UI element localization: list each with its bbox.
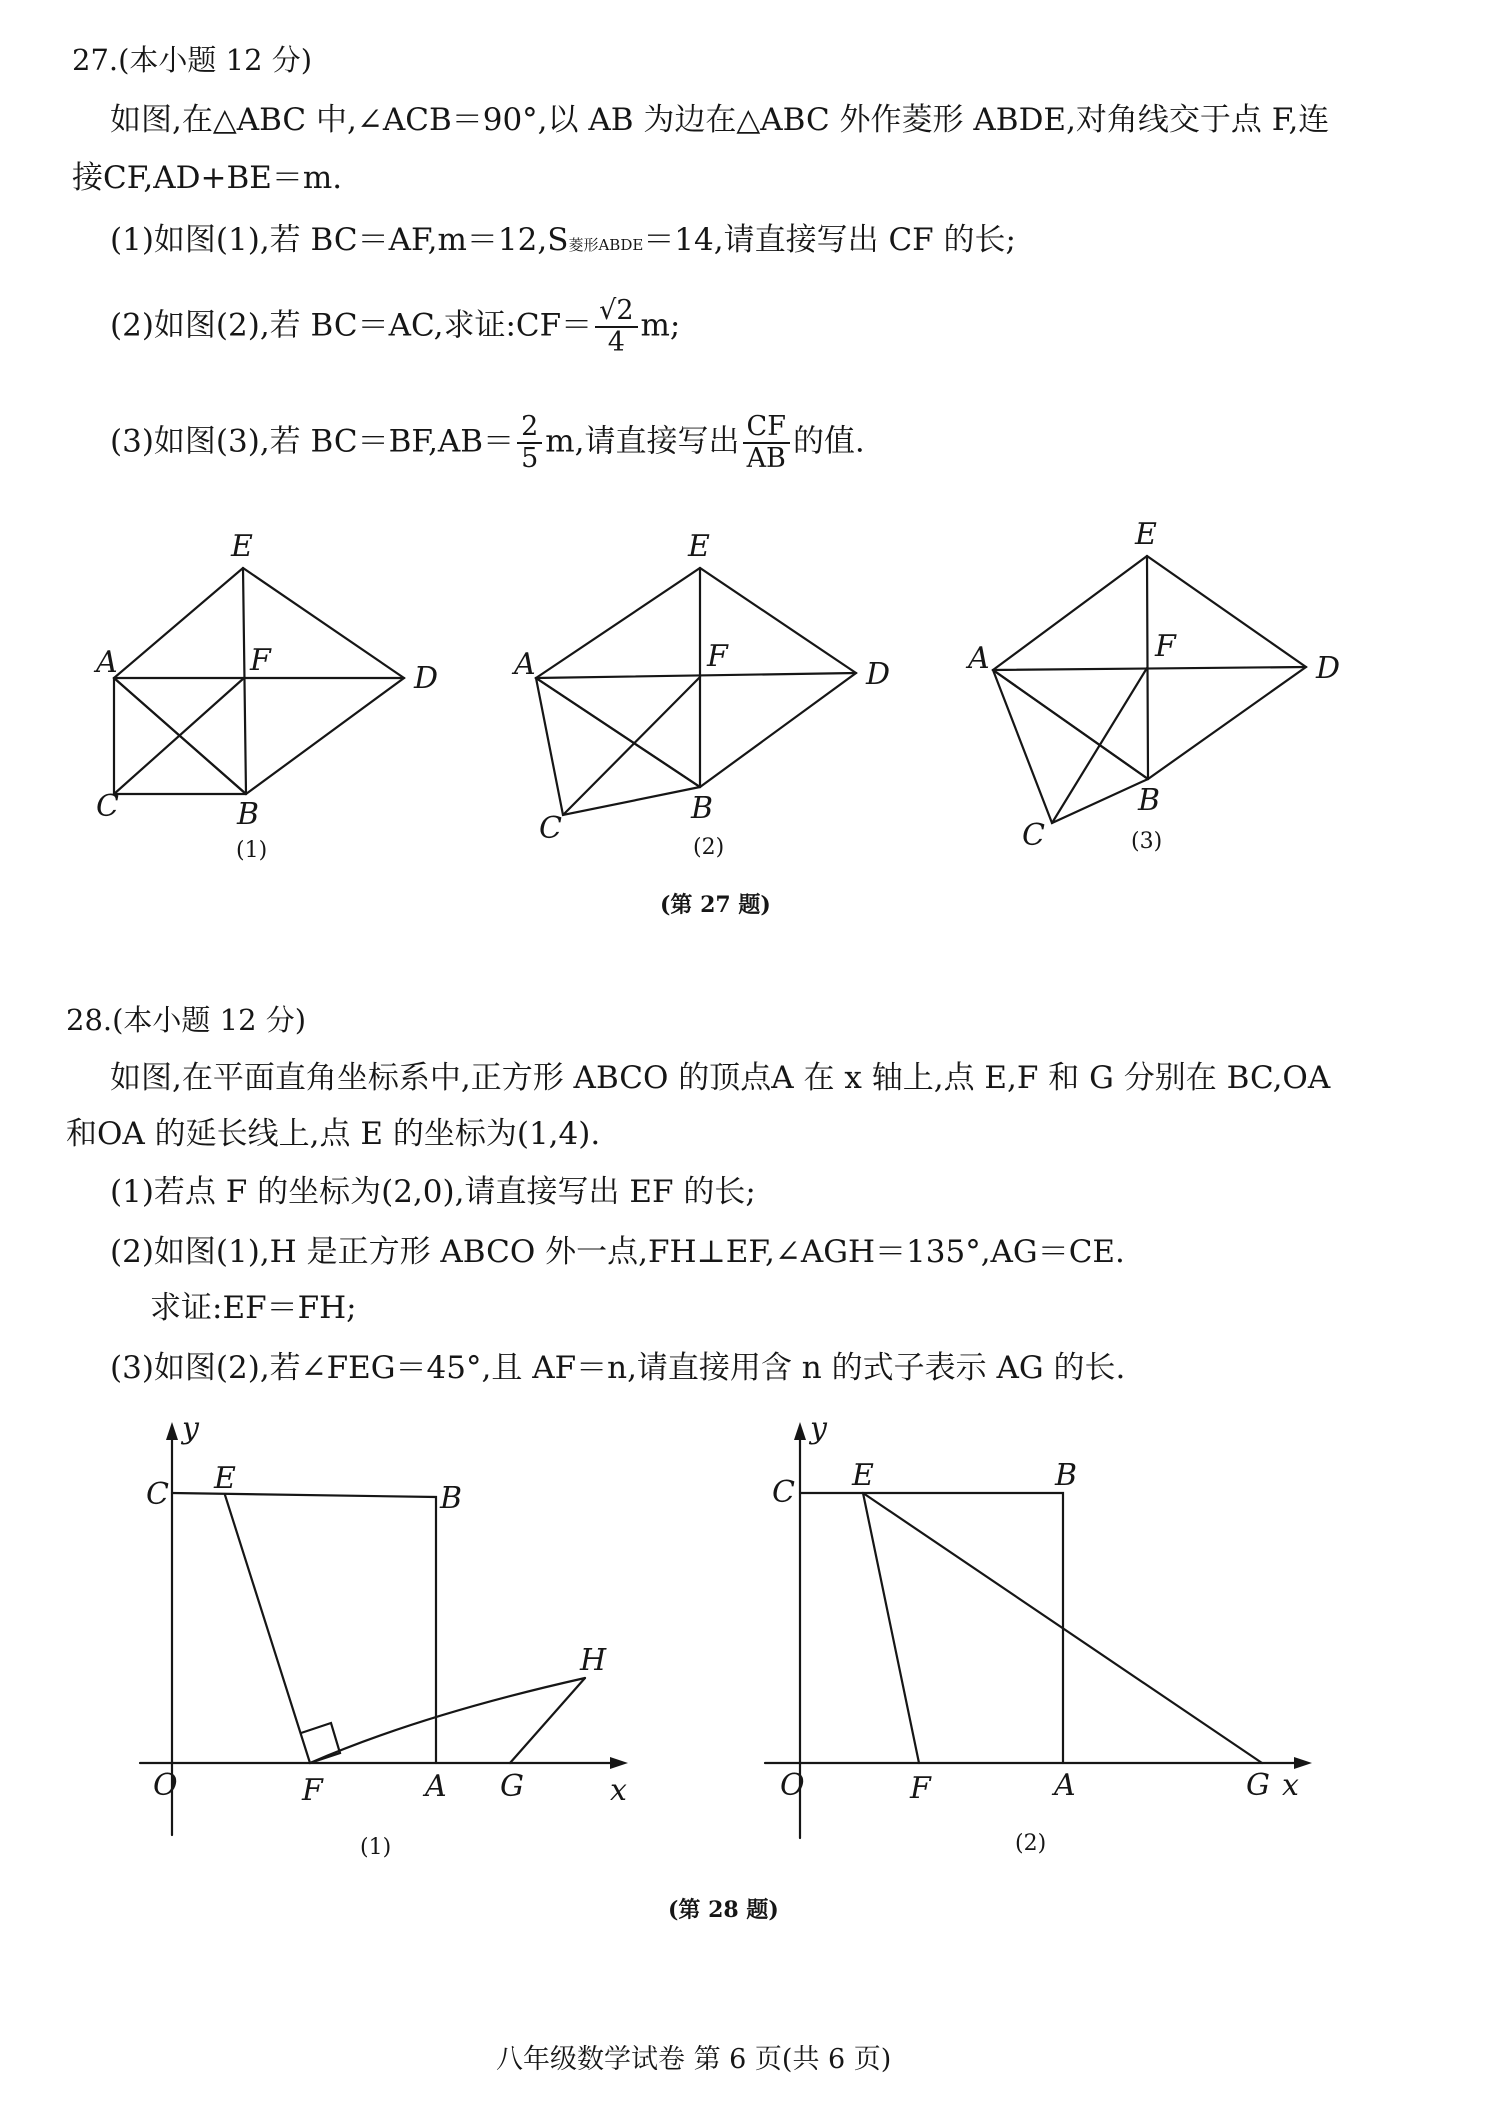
fraction-denominator: 5 xyxy=(521,443,539,474)
q27-f3-label-D: D xyxy=(1316,651,1341,686)
q27-f1-label-B: B xyxy=(237,797,260,832)
q28-f2-caption: (2) xyxy=(1015,1831,1047,1856)
q28-f1-label-A: A xyxy=(425,1769,447,1804)
q27-part3-middle: m,请直接写出 xyxy=(545,423,740,460)
q27-f3-label-C: C xyxy=(1022,818,1045,853)
q28-f1-label-F: F xyxy=(302,1773,323,1808)
q28-figure-1-lines xyxy=(140,1430,620,1835)
q28-f2-label-y: y xyxy=(810,1411,827,1446)
q28-f2-label-O: O xyxy=(780,1768,805,1803)
q28-intro-line2: 和OA 的延长线上,点 E 的坐标为(1,4). xyxy=(66,1116,601,1152)
q27-f2-caption: (2) xyxy=(693,835,725,860)
q28-f1-label-B: B xyxy=(440,1481,463,1516)
x-axis-arrow-icon xyxy=(610,1757,628,1769)
q28-f2-label-G: G xyxy=(1246,1768,1270,1803)
q28-part2-proof: 求证:EF＝FH; xyxy=(150,1290,357,1326)
q28-figure-2-lines xyxy=(765,1430,1305,1838)
q27-f2-label-C: C xyxy=(539,811,562,846)
q27-f2-label-F: F xyxy=(707,639,728,674)
q28-f2-label-A: A xyxy=(1054,1768,1076,1803)
q27-figure-1-lines xyxy=(114,568,404,794)
page-footer: 八年级数学试卷 第 6 页(共 6 页) xyxy=(496,2044,892,2075)
q27-header: 27.(本小题 12 分) xyxy=(72,43,313,77)
q28-f1-label-O: O xyxy=(153,1768,178,1803)
q27-f2-label-B: B xyxy=(691,791,714,826)
q28-f1-label-H: H xyxy=(580,1643,607,1678)
q28-f1-caption: (1) xyxy=(360,1835,392,1860)
fraction-numerator: CF xyxy=(743,412,790,444)
q28-f2-label-F: F xyxy=(910,1771,931,1806)
q28-part2: (2)如图(1),H 是正方形 ABCO 外一点,FH⊥EF,∠AGH＝135°,AG＝CE. xyxy=(110,1234,1125,1270)
q27-f1-label-A: A xyxy=(96,645,118,680)
q28-f2-label-E: E xyxy=(852,1458,874,1493)
q27-part3-tail: 的值. xyxy=(792,423,865,460)
fraction-numerator: √2 xyxy=(595,296,637,328)
fraction-denominator: 4 xyxy=(607,327,625,358)
q27-part1-text: (1)如图(1),若 BC＝AF,m＝12,S xyxy=(110,222,569,258)
q27-intro-line1: 如图,在△ABC 中,∠ACB＝90°,以 AB 为边在△ABC 外作菱形 ABDE,对角线交于点 F,连 xyxy=(110,102,1330,138)
q27-part1-tail: ＝14,请直接写出 CF 的长; xyxy=(643,222,1016,258)
q27-f2-label-D: D xyxy=(866,657,891,692)
y-axis-arrow-icon xyxy=(166,1422,178,1440)
q27-f1-label-F: F xyxy=(250,643,271,678)
y-axis-arrow-icon xyxy=(794,1422,806,1440)
q27-part2-tail: m; xyxy=(640,307,681,344)
q28-figure-title: (第 28 题) xyxy=(668,1897,779,1923)
q27-part1-subscript: 菱形ABDE xyxy=(568,236,644,254)
q27-part3-text: (3)如图(3),若 BC＝BF,AB＝ xyxy=(110,423,515,460)
q28-part1: (1)若点 F 的坐标为(2,0),请直接写出 EF 的长; xyxy=(110,1174,756,1210)
q27-f3-label-E: E xyxy=(1135,517,1157,552)
q27-figure-2-lines xyxy=(536,568,856,815)
q28-intro-line1: 如图,在平面直角坐标系中,正方形 ABCO 的顶点A 在 x 轴上,点 E,F 和 G 分别在 BC,OA xyxy=(110,1060,1331,1096)
q28-f2-label-C: C xyxy=(772,1475,795,1510)
q27-f3-caption: (3) xyxy=(1131,829,1163,854)
q27-intro-line2: 接CF,AD+BE＝m. xyxy=(72,160,343,196)
fraction-numerator: 2 xyxy=(517,412,542,444)
q28-f2-label-x: x xyxy=(1282,1768,1299,1803)
q27-figure-title: (第 27 题) xyxy=(660,892,771,918)
q28-part3: (3)如图(2),若∠FEG＝45°,且 AF＝n,请直接用含 n 的式子表示 AG 的长. xyxy=(110,1350,1126,1386)
q28-f1-label-y: y xyxy=(182,1411,199,1446)
q27-f3-label-A: A xyxy=(968,641,990,676)
q27-f1-label-C: C xyxy=(96,789,119,824)
q27-part2-text: (2)如图(2),若 BC＝AC,求证:CF＝ xyxy=(110,307,593,344)
fraction-denominator: AB xyxy=(746,443,786,474)
q27-f1-label-E: E xyxy=(231,529,253,564)
q28-f1-label-E: E xyxy=(214,1461,236,1496)
q27-f1-caption: (1) xyxy=(236,838,268,863)
q28-f1-label-C: C xyxy=(146,1477,169,1512)
q27-f1-label-D: D xyxy=(414,661,439,696)
q27-f3-label-B: B xyxy=(1138,783,1161,818)
q28-f1-label-x: x xyxy=(610,1773,627,1808)
q27-f2-label-A: A xyxy=(514,647,536,682)
q27-f2-label-E: E xyxy=(688,529,710,564)
q28-f2-label-B: B xyxy=(1055,1458,1078,1493)
q28-f1-label-G: G xyxy=(500,1769,524,1804)
q28-header: 28.(本小题 12 分) xyxy=(66,1003,307,1037)
q27-f3-label-F: F xyxy=(1155,629,1176,664)
